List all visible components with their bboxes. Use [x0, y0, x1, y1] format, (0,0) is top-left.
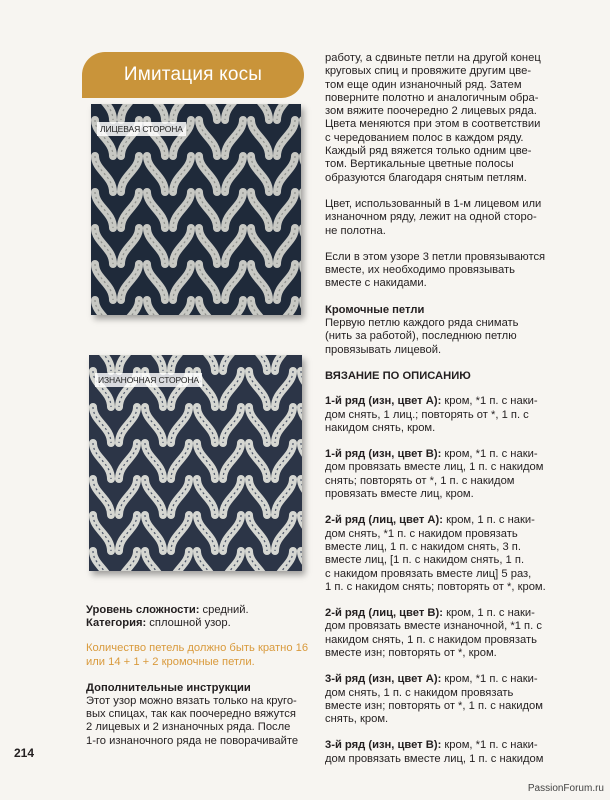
- text-line: том. Вертикальные цветные полосы: [325, 158, 514, 171]
- text-line: образуются благодаря снятым петлям.: [325, 171, 527, 184]
- text-line: кром, *1 п. с наки-: [441, 673, 538, 686]
- text-line: дом снять, *1 п. с накидом провязать: [325, 527, 518, 540]
- text-line: кром, 1 п. с наки-: [442, 607, 535, 620]
- row-label: 2-й ряд (лиц, цвет В):: [325, 607, 443, 620]
- text-line: дом снять, 1 лиц.; повторять от *, 1 п. с: [325, 408, 529, 421]
- text-line: 1 п. с накидом снять; повторять от *, кром.: [325, 580, 546, 593]
- edge-stitches: [325, 304, 561, 357]
- category-label: Категория:: [86, 617, 147, 630]
- difficulty-label: Уровень сложности:: [86, 604, 200, 616]
- extra-line: 2 лицевых и 2 изнаночных ряда. После: [86, 721, 291, 734]
- page-title: Имитация косы: [123, 64, 263, 85]
- row-instruction: [325, 514, 561, 594]
- text-line: снять; повторять от *, 1 п. с накидом: [325, 474, 515, 487]
- text-line: кром, 1 п. с наки-: [442, 514, 535, 527]
- knit-texture-back: [89, 355, 302, 571]
- text-line: вместе лиц, [1 п. с накидом снять, 1 п.: [325, 554, 525, 567]
- row-instruction: [325, 739, 561, 766]
- face-side-label: ЛИЦЕВАЯ СТОРОНА: [97, 122, 186, 136]
- paragraph-three-stitches: [325, 251, 561, 291]
- text-line: Каждый ряд вяжется только одним цве-: [325, 145, 532, 158]
- watermark: PassionForum.ru: [527, 783, 604, 794]
- paragraph-rounds: [325, 52, 561, 185]
- knit-photo-back-side: [89, 355, 302, 571]
- text-line: вместе изн; повторять от *, кром.: [325, 646, 497, 659]
- text-line: дом провязать вместе изнаночной, *1 п. с: [325, 620, 542, 633]
- extra-instructions: [86, 682, 311, 748]
- difficulty-value: средний.: [199, 604, 249, 616]
- text-line: круговых спиц и провяжите другим цве-: [325, 65, 532, 78]
- text-line: вместе лиц, 1 п. с накидом снять, 3 п.: [325, 540, 521, 553]
- text-line: не полотна.: [325, 224, 386, 237]
- text-line: (нить за работой), последнюю петлю: [325, 330, 517, 343]
- difficulty-line: [86, 604, 311, 617]
- row-label: 3-й ряд (изн, цвет В):: [325, 739, 442, 752]
- text-line: вместе с накидами.: [325, 277, 427, 290]
- knit-photo-face-side: [91, 104, 301, 315]
- extra-instructions-heading: Дополнительные инструкции: [86, 681, 251, 694]
- section-heading: ВЯЗАНИЕ ПО ОПИСАНИЮ: [325, 369, 471, 382]
- text-line: провязать вместе лиц, кром.: [325, 488, 474, 501]
- text-line: дом провязать вместе лиц, 1 п. с накидом: [325, 461, 544, 474]
- text-line: Первую петлю каждого ряда снимать: [325, 317, 519, 330]
- text-line: вместе изн; повторять от *, 1 п. с накидом: [325, 699, 543, 712]
- text-line: Если в этом узоре 3 петли провязываются: [325, 250, 546, 263]
- stitch-count-line-2: или 14 + 1 + 2 кромочные петли.: [86, 655, 255, 668]
- row-label: 1-й ряд (изн, цвет А):: [325, 395, 442, 408]
- text-line: дом снять, 1 п. с накидом провязать: [325, 686, 514, 699]
- page-number: 214: [14, 746, 35, 760]
- text-line: снять, кром.: [325, 713, 389, 726]
- instructions-column: [325, 52, 561, 779]
- edge-stitches-heading: Кромочные петли: [325, 303, 425, 316]
- title-banner: [82, 52, 304, 98]
- text-line: Цвета меняются при этом в соответствии: [325, 118, 541, 131]
- extra-line: 1-го изнаночного ряда не поворачивайте: [86, 734, 299, 747]
- row-instruction: [325, 607, 561, 660]
- text-line: дом провязать вместе лиц, 1 п. с накидом: [325, 752, 544, 765]
- text-line: изнаночном ряду, лежит на одной сторо-: [325, 211, 537, 224]
- text-line: провязывать лицевой.: [325, 343, 442, 356]
- text-line: накидом снять, 1 п. с накидом провязать: [325, 633, 537, 646]
- text-line: работу, а сдвиньте петли на другой конец: [325, 52, 541, 64]
- text-line: Цвет, использованный в 1-м лицевом или: [325, 197, 542, 210]
- row-instructions: [325, 395, 561, 766]
- extra-line: вых спицах, так как поочередно вяжутся: [86, 708, 296, 721]
- category-value: сплошной узор.: [146, 617, 231, 630]
- text-line: кром, *1 п. с наки-: [441, 448, 538, 461]
- category-line: [86, 617, 311, 630]
- pattern-info: [86, 604, 311, 748]
- text-line: том еще один изнаночный ряд. Затем: [325, 78, 522, 91]
- stitch-count-line-1: Количество петель должно быть кратно 16: [86, 642, 309, 655]
- text-line: поверните полотно и аналогичным обра-: [325, 91, 539, 104]
- text-line: вместе, их необходимо провязывать: [325, 264, 515, 277]
- row-label: 3-й ряд (изн, цвет А):: [325, 673, 442, 686]
- text-line: накидом снять, кром.: [325, 421, 436, 434]
- text-line: зом вяжите поочередно 2 лицевых ряда.: [325, 105, 537, 118]
- row-instruction: [325, 395, 561, 435]
- paragraph-color: [325, 198, 561, 238]
- extra-line: Этот узор можно вязать только на круго-: [86, 695, 297, 708]
- text-line: с накидом провязать вместе лиц] 5 раз,: [325, 567, 532, 580]
- row-instruction: [325, 448, 561, 501]
- row-instruction: [325, 673, 561, 726]
- row-label: 1-й ряд (изн, цвет В):: [325, 448, 442, 461]
- text-line: кром, *1 п. с наки-: [441, 395, 538, 408]
- text-line: с чередованием полос в каждом ряду.: [325, 131, 524, 144]
- row-label: 2-й ряд (лиц, цвет А):: [325, 514, 443, 527]
- stitch-count-note: [86, 642, 311, 668]
- back-side-label: ИЗНАНОЧНАЯ СТОРОНА: [95, 373, 202, 387]
- text-line: кром, *1 п. с наки-: [441, 739, 538, 752]
